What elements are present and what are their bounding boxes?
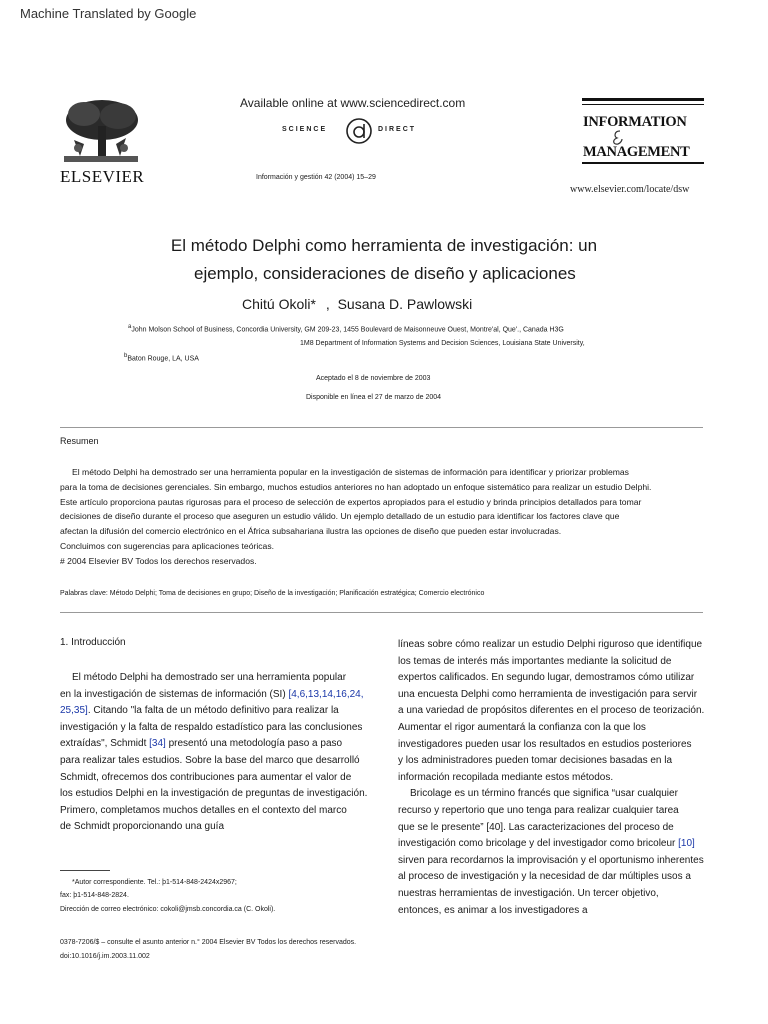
body-line: investigación y la falta de respaldo estadístico para las conclusiones xyxy=(60,721,363,733)
information-management-logo xyxy=(582,98,704,166)
body-line: al proceso de investigación y la necesidad de dar múltiples usos a xyxy=(398,871,691,883)
abstract-line: Este artículo proporciona pautas rigurosas para el proceso de selección de expertos apropiados para el estudio y brinda principios detallados para tomar xyxy=(60,496,642,507)
body-line xyxy=(60,687,380,704)
body-line: Aumentar el rigor aumentará la confianza con la que los xyxy=(398,721,646,733)
body-line: para realizar tales estudios. Sobre la base del marco que desarrolló xyxy=(60,754,360,766)
section-heading-intro: 1. Introducción xyxy=(60,637,126,648)
body-text: investigación como bricolage y del investigador como bricoleur xyxy=(398,838,679,850)
sd-direct-word: DIRECT xyxy=(378,126,417,133)
translation-banner: Machine Translated by Google xyxy=(20,6,197,21)
sd-at-icon xyxy=(344,116,374,146)
article-title-line1: El método Delphi como herramienta de investigación: un xyxy=(170,236,598,255)
body-line: nuestras herramientas de investigación. Un tercer objetivo, xyxy=(398,887,659,899)
divider-top xyxy=(60,427,703,428)
author-pawlowski[interactable]: Susana D. Pawlowski xyxy=(337,296,473,312)
affiliation-a-text: John Molson School of Business, Concordia University, GM 209-23, 1455 Boulevard de Maisonneuve Ouest, Montre'al, Que'., Canada H3G xyxy=(131,326,564,334)
body-line: los estudios Delphi en la investigación de preguntas de investigación. xyxy=(60,788,368,800)
body-line xyxy=(60,703,380,720)
body-line: los temas de interés más importantes mediante la solicitud de xyxy=(398,655,672,667)
journal-citation: Información y gestión 42 (2004) 15–29 xyxy=(256,174,376,181)
sd-available-online: Available online at www.sciencedirect.com xyxy=(240,96,466,110)
sd-science-word: SCIENCE xyxy=(282,126,328,133)
abstract-line: decisiones de diseño durante el proceso que aseguren un estudio válido. Un ejemplo detallado de un estudio para identificar los factores clave que xyxy=(60,511,620,522)
im-word-management: MANAGEMENT xyxy=(583,144,690,160)
body-line: líneas sobre cómo realizar un estudio Delphi riguroso que identifique xyxy=(398,639,703,650)
body-line: investigadores pueden usar los resultados en estudios posteriores xyxy=(398,738,692,750)
affiliation-b xyxy=(124,353,199,362)
affiliation-mark-b: b xyxy=(124,353,128,359)
right-column-body xyxy=(398,637,718,919)
body-line: entonces, es animar a los investigadores a xyxy=(398,904,588,916)
body-line: Bricolage es un término francés que significa “usar cualquier xyxy=(410,788,678,800)
footnote-rule xyxy=(60,870,110,871)
left-column-body xyxy=(60,670,380,836)
body-text: extraídas", Schmidt xyxy=(60,738,150,750)
doi-line[interactable]: doi:10.1016/j.im.2003.11.002 xyxy=(60,953,150,960)
issn-line: 0378-7206/$ – consulte el asunto anterior n.° 2004 Elsevier BV Todos los derechos reservados. xyxy=(60,939,357,946)
citation-link[interactable]: 25,35] xyxy=(60,705,88,717)
author-separator: , xyxy=(325,296,330,312)
footnote-corresponding: *Autor correspondiente. Tel.: þ1-514-848-2424x2967; xyxy=(72,879,237,886)
copyright-line: # 2004 Elsevier BV Todos los derechos reservados. xyxy=(60,555,257,566)
citation-link[interactable]: [4,6,13,14,16,24, xyxy=(288,688,364,700)
online-date: Disponible en línea el 27 de marzo de 2004 xyxy=(306,394,442,401)
body-line xyxy=(60,736,380,753)
body-line: Primero, completamos muchos detalles en el contexto del marco xyxy=(60,804,347,816)
abstract-line: afectan la difusión del comercio electrónico en el África subsahariana ilustra las opciones de diseño que pueden estar involucradas. xyxy=(60,526,562,537)
body-line: de Schmidt proporcionando una guía xyxy=(60,821,225,833)
citation-link[interactable]: [34] xyxy=(149,738,166,750)
divider-bottom xyxy=(60,612,703,613)
body-text: . Citando "la falta de un método definitivo para realizar la xyxy=(87,705,339,717)
affiliation-b-text: Baton Rouge, LA, USA xyxy=(127,355,199,363)
body-line: sirven para recordarnos la improvisación y el oportunismo inherentes xyxy=(398,854,704,866)
body-line: Schmidt, ofrecemos dos contribuciones para aumentar el valor de xyxy=(60,771,352,783)
body-line: a una variedad de propósitos diferentes en el proceso de teorización. xyxy=(398,705,705,717)
body-line: y los administradores pueden tomar decisiones basadas en la xyxy=(398,755,673,767)
body-text: en la investigación de sistemas de información (SI) xyxy=(60,688,289,700)
journal-url: www.elsevier.com/locate/dsw xyxy=(570,184,690,195)
body-line: expertos calificados. En segundo lugar, demostramos cómo utilizar xyxy=(398,672,695,684)
affiliation-mark-a: a xyxy=(128,324,132,330)
sciencedirect-logo xyxy=(282,116,442,146)
elsevier-tree-logo xyxy=(60,96,142,166)
footnote-email: Dirección de correo electrónico: cokoli@jmsb.concordia.ca (C. Okoli). xyxy=(60,906,276,913)
body-line xyxy=(398,836,718,853)
body-line: El método Delphi ha demostrado ser una herramienta popular xyxy=(72,672,347,683)
abstract-body xyxy=(60,465,720,569)
abstract-line: Concluimos con sugerencias para aplicaciones teóricas. xyxy=(60,540,275,551)
footnote-fax: fax: þ1-514-848-2824. xyxy=(60,892,129,899)
im-word-information: INFORMATION xyxy=(583,114,687,130)
body-line: que se le presente” [40]. Las caracterizaciones del proceso de xyxy=(398,821,674,833)
abstract-line: para la toma de decisiones gerenciales. Sin embargo, muchos estudios anteriores no han adoptado un enfoque sistemático para realizar un estudio Delphi. xyxy=(60,481,652,492)
body-line: recurso y repertorio que uno tenga para realizar cualquier tarea xyxy=(398,804,679,816)
keywords: Palabras clave: Método Delphi; Toma de decisiones en grupo; Diseño de la investigación; Planificación estratégica; Comercio electrónico xyxy=(60,590,485,597)
authors xyxy=(242,296,472,312)
author-okoli[interactable]: Chitú Okoli* xyxy=(242,296,316,312)
citation-link[interactable]: [10] xyxy=(678,838,695,850)
article-title-line2: ejemplo, consideraciones de diseño y aplicaciones xyxy=(194,264,576,283)
accepted-date: Aceptado el 8 de noviembre de 2003 xyxy=(316,375,431,382)
abstract-line: El método Delphi ha demostrado ser una herramienta popular en la investigación de sistemas de información para identificar y priorizar problemas xyxy=(72,467,629,477)
body-line: información recopilada mediante estos métodos. xyxy=(398,771,614,783)
body-line: una encuesta Delphi como herramienta de investigación para servir xyxy=(398,688,698,700)
abstract-heading: Resumen xyxy=(60,436,99,446)
affiliation-a xyxy=(128,324,564,333)
body-text: presentó una metodología paso a paso xyxy=(165,738,343,750)
elsevier-wordmark: ELSEVIER xyxy=(60,167,145,186)
affiliation-a-cont: 1M8 Department of Information Systems and Decision Sciences, Louisiana State University, xyxy=(300,340,585,347)
